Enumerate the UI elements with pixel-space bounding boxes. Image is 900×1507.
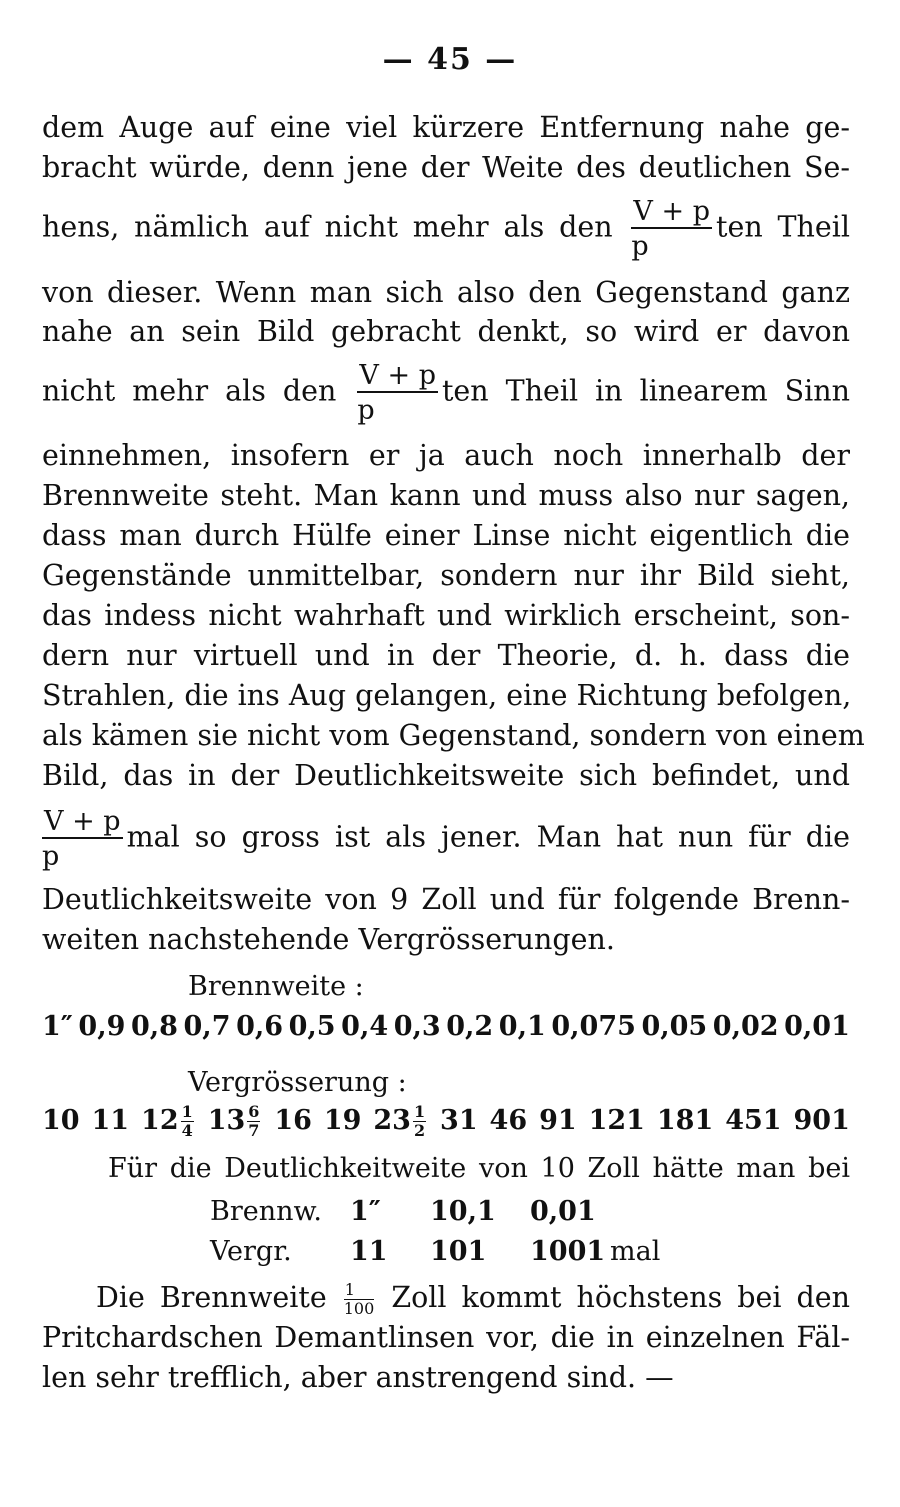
table-cell-unit: mal [610, 1236, 661, 1267]
text-segment: hens, nämlich auf nicht mehr als den [42, 210, 613, 244]
table-cell: 0,01 [530, 1196, 596, 1227]
brennweite-value: 0,075 [551, 1011, 636, 1042]
brennweite-value: 0,8 [130, 1011, 178, 1042]
value-whole: 11 [91, 1105, 130, 1136]
value-whole: 451 [725, 1105, 782, 1136]
fraction [344, 1282, 375, 1317]
text-segment: Zoll kommt höchstens bei den [391, 1281, 850, 1314]
text-line: einnehmen, insofern er ja auch noch innerhalb der [42, 439, 850, 472]
text-line-with-fraction [42, 362, 850, 424]
text-line: als kämen sie nicht vom Gegenstand, sondern von einem [42, 719, 865, 752]
vergroesserung-value [539, 1104, 577, 1139]
brennweite-value: 0,6 [236, 1011, 284, 1042]
table-row-label: Brennw. [210, 1196, 322, 1227]
text-line: len sehr trefflich, aber anstrengend sind. — [42, 1361, 674, 1394]
vergroesserung-label: Vergrösserung : [188, 1067, 407, 1098]
fraction-numerator: V + p [633, 196, 710, 227]
text-line: Brennweite steht. Man kann und muss also nur sagen, [42, 479, 850, 512]
text-line: das indess nicht wahrhaft und wirklich erscheint, son- [42, 599, 850, 632]
fraction [42, 808, 123, 870]
text-segment: ten Theil [716, 210, 850, 244]
comparison-table [210, 1194, 670, 1270]
vergroesserung-value [725, 1104, 781, 1139]
text-line-with-fraction [42, 198, 850, 260]
text-line: dern nur virtuell und in der Theorie, d. h. dass die [42, 639, 850, 672]
vergroesserung-value [141, 1104, 196, 1139]
brennweite-label: Brennweite : [188, 971, 364, 1002]
value-whole: 91 [539, 1105, 577, 1136]
fraction [413, 1104, 426, 1139]
fraction-numerator: 1 [413, 1102, 426, 1121]
fraction [181, 1104, 194, 1139]
brennweite-value: 0,01 [784, 1011, 850, 1042]
fraction-numerator: V + p [44, 806, 121, 837]
fraction [357, 362, 438, 424]
fraction [631, 198, 712, 260]
brennweite-value: 0,3 [393, 1011, 441, 1042]
text-line: Deutlichkeitsweite von 9 Zoll und für folgende Brenn- [42, 883, 850, 916]
text-line: Bild, das in der Deutlichkeitsweite sich befindet, und [42, 759, 850, 792]
brennweite-value: 0,1 [498, 1011, 546, 1042]
table-row [210, 1234, 670, 1270]
vergroesserung-value [490, 1104, 528, 1139]
fraction-denominator: p [631, 231, 649, 262]
fraction-denominator: p [357, 395, 375, 426]
vergroesserung-values-row [42, 1104, 850, 1139]
value-whole: 19 [323, 1105, 362, 1136]
text-line: dem Auge auf eine viel kürzere Entfernung nahe ge- [42, 111, 850, 144]
text-segment: nicht mehr als den [42, 374, 337, 408]
brennweite-value: 0,2 [446, 1011, 494, 1042]
text-line: bracht würde, denn jene der Weite des deutlichen Se- [42, 151, 850, 184]
table-cell: 10,1 [430, 1196, 496, 1227]
table-cell: 11 [350, 1236, 388, 1267]
value-whole: 23 [373, 1105, 411, 1136]
brennweite-value: 0,02 [712, 1011, 779, 1042]
fraction-numerator: V + p [359, 360, 436, 391]
vergroesserung-value [274, 1104, 312, 1139]
vergroesserung-value [794, 1104, 850, 1139]
value-whole: 13 [207, 1105, 246, 1136]
vergroesserung-value [92, 1104, 130, 1139]
text-segment: Die Brennweite [96, 1281, 327, 1314]
value-whole: 901 [793, 1105, 850, 1136]
brennweite-values-row [42, 1010, 850, 1044]
brennweite-value: 0,7 [183, 1011, 231, 1042]
fraction [247, 1104, 260, 1139]
vergroesserung-value [373, 1104, 428, 1139]
brennweite-value: 1″ [42, 1011, 73, 1042]
text-line: Strahlen, die ins Aug gelangen, eine Richtung befolgen, [42, 679, 852, 712]
vergroesserung-value [440, 1104, 478, 1139]
table-row [210, 1194, 670, 1230]
text-segment: ten Theil in linearem Sinn [441, 374, 850, 408]
value-whole: 31 [440, 1105, 478, 1136]
text-line: weiten nachstehende Vergrösserungen. [42, 923, 615, 956]
fraction-numerator: 1 [181, 1102, 193, 1121]
fraction-numerator: 6 [248, 1102, 260, 1121]
value-whole: 16 [274, 1105, 312, 1136]
value-whole: 46 [489, 1105, 528, 1136]
ten-zoll-line: Für die Deutlichkeitweite von 10 Zoll hätte man bei [108, 1153, 850, 1184]
page-number: — 45 — [382, 42, 518, 77]
vergroesserung-value [324, 1104, 362, 1139]
text-line: von dieser. Wenn man sich also den Gegenstand ganz [42, 276, 850, 309]
fraction-denominator: 100 [343, 1299, 375, 1318]
table-cell: 101 [430, 1236, 487, 1267]
value-whole: 12 [141, 1105, 179, 1136]
vergroesserung-value [657, 1104, 713, 1139]
vergroesserung-value [589, 1104, 645, 1139]
vergroesserung-value [208, 1104, 263, 1139]
fraction-denominator: 2 [413, 1121, 426, 1140]
fraction-denominator: 7 [248, 1121, 260, 1140]
fraction-denominator: 4 [181, 1121, 193, 1140]
value-whole: 181 [656, 1105, 714, 1136]
text-line: Gegenstände unmittelbar, sondern nur ihr Bild sieht, [42, 559, 850, 592]
brennweite-value: 0,9 [78, 1011, 126, 1042]
text-line: dass man durch Hülfe einer Linse nicht eigentlich die [42, 519, 850, 552]
table-row-label: Vergr. [210, 1236, 292, 1267]
brennweite-value: 0,4 [341, 1011, 389, 1042]
text-line-with-fraction [96, 1280, 850, 1317]
brennweite-value: 0,5 [288, 1011, 336, 1042]
value-whole: 10 [42, 1105, 80, 1136]
text-segment: mal so gross ist als jener. Man hat nun für die [126, 820, 850, 854]
text-line: nahe an sein Bild gebracht denkt, so wird er davon [42, 315, 850, 348]
brennweite-value: 0,05 [641, 1011, 708, 1042]
table-cell: 1001 [530, 1236, 606, 1267]
fraction-denominator: p [42, 841, 60, 872]
value-whole: 121 [588, 1105, 645, 1136]
vergroesserung-value [42, 1104, 80, 1139]
text-line-with-fraction [42, 808, 850, 870]
text-line: Pritchardschen Demantlinsen vor, die in einzelnen Fäl- [42, 1321, 850, 1354]
fraction-numerator: 1 [344, 1282, 375, 1300]
table-cell: 1″ [350, 1196, 381, 1227]
